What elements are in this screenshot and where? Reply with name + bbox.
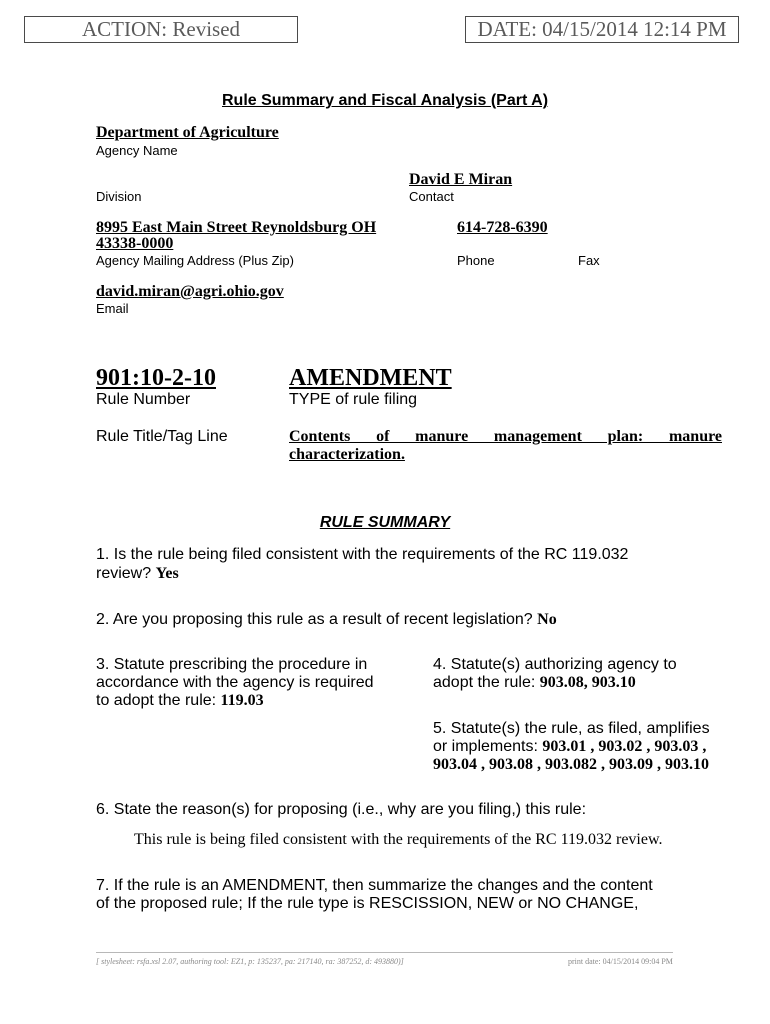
address-line-2: 43338-0000 <box>96 235 174 252</box>
question-2-answer: No <box>537 611 557 628</box>
header-action-box: ACTION: Revised <box>24 16 298 43</box>
question-6-answer: This rule is being filed consistent with the requirements of the RC 119.032 review. <box>134 831 663 848</box>
filing-type-label: TYPE of rule filing <box>289 391 418 408</box>
rule-summary-heading: RULE SUMMARY <box>319 514 451 531</box>
address-line-1: 8995 East Main Street Reynoldsburg OH <box>96 219 377 236</box>
email-label: Email <box>96 301 129 316</box>
question-2-text: 2. Are you proposing this rule as a result of recent legislation? <box>96 611 533 628</box>
filing-type-value: AMENDMENT <box>289 365 452 391</box>
agency-name-value: Department of Agriculture <box>96 124 279 141</box>
question-7-line-2: of the proposed rule; If the rule type is RESCISSION, NEW or NO CHANGE, <box>96 895 639 912</box>
rule-number-value: 901:10-2-10 <box>96 365 216 391</box>
question-7-line-1: 7. If the rule is an AMENDMENT, then summarize the changes and the content <box>96 877 653 894</box>
email-value: david.miran@agri.ohio.gov <box>96 283 284 300</box>
question-4-line-1: 4. Statute(s) authorizing agency to <box>433 656 677 673</box>
question-5-answer-part-1: 903.01 , 903.02 , 903.03 , <box>542 738 707 755</box>
header-date-box: DATE: 04/15/2014 12:14 PM <box>465 16 739 43</box>
question-4-text: adopt the rule: <box>433 674 536 691</box>
question-3-line-2: accordance with the agency is required <box>96 674 374 691</box>
question-3-line-3 <box>96 692 264 710</box>
page-title: Rule Summary and Fiscal Analysis (Part A) <box>221 92 549 109</box>
rule-title-line-1: Contents of manure management plan: manure <box>289 428 722 445</box>
phone-value: 614-728-6390 <box>457 219 548 236</box>
question-5-line-2 <box>433 738 706 756</box>
rule-number-label: Rule Number <box>96 391 191 408</box>
question-1-line-2 <box>96 565 179 583</box>
question-5-answer-part-2: 903.04 , 903.08 , 903.082 , 903.09 , 903.10 <box>433 756 709 773</box>
footer-stylesheet-info: [ stylesheet: rsfa.xsl 2.07, authoring tool: EZ1, p: 135237, pa: 217140, ra: 387252, d: 493880)] <box>96 957 404 966</box>
question-1-answer: Yes <box>155 565 179 582</box>
contact-value: David E Miran <box>409 171 513 188</box>
question-2-line-1 <box>96 611 557 629</box>
question-4-answer: 903.08, 903.10 <box>539 674 636 691</box>
question-5-line-3 <box>433 756 709 774</box>
question-3-text: to adopt the rule: <box>96 692 217 709</box>
fax-label: Fax <box>578 253 600 268</box>
rule-title-label: Rule Title/Tag Line <box>96 428 228 445</box>
question-3-answer: 119.03 <box>220 692 264 709</box>
question-5-text: or implements: <box>433 738 538 755</box>
question-5-line-1: 5. Statute(s) the rule, as filed, amplifies <box>433 720 710 737</box>
address-label: Agency Mailing Address (Plus Zip) <box>96 253 294 268</box>
division-label: Division <box>96 189 142 204</box>
phone-label: Phone <box>457 253 495 268</box>
question-4-line-2 <box>433 674 636 692</box>
footer-print-date: print date: 04/15/2014 09:04 PM <box>568 957 673 966</box>
contact-label: Contact <box>409 189 454 204</box>
question-1-line-1: 1. Is the rule being filed consistent with the requirements of the RC 119.032 <box>96 546 629 563</box>
question-1-text: review? <box>96 565 152 582</box>
question-3-line-1: 3. Statute prescribing the procedure in <box>96 656 368 673</box>
footer-divider <box>96 952 673 953</box>
question-6-line-1: 6. State the reason(s) for proposing (i.e., why are you filing,) this rule: <box>96 801 587 818</box>
agency-name-label: Agency Name <box>96 143 178 158</box>
rule-title-line-2: characterization. <box>289 446 405 463</box>
